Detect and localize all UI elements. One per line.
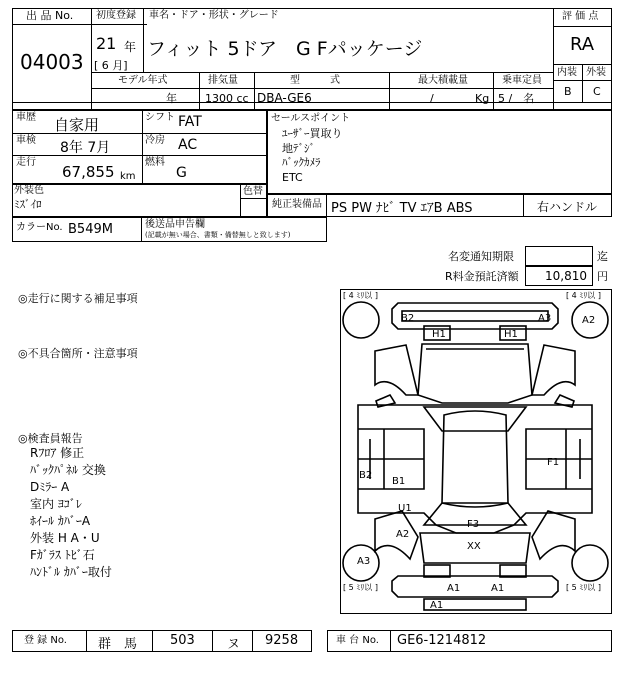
damage-mark-front-bumper-right: A3 bbox=[538, 313, 552, 324]
recycle-fee-label: R料金預託済額 bbox=[445, 270, 519, 283]
damage-mark-left-rear-fender: U1 bbox=[398, 503, 412, 514]
right-front-fender bbox=[532, 345, 575, 395]
damage-mark-left-quarter: B2 bbox=[359, 470, 373, 481]
aftermarket-note: (記載が無い場合、書類・備替無しと致します) bbox=[145, 231, 291, 239]
shift-label: シフト bbox=[145, 112, 175, 123]
front-left-tread: [ 4 ﾐﾘ以 ] bbox=[343, 291, 378, 300]
car-name-label: 車名・ドア・形状・グレード bbox=[149, 10, 279, 21]
max-load-unit: Kg bbox=[475, 92, 490, 105]
lot-number-label: 出 品 No. bbox=[26, 9, 74, 22]
rear-right-tread: [ 5 ﾐﾘ以 ] bbox=[566, 583, 601, 592]
ac-label: 冷房 bbox=[145, 135, 165, 146]
color-no-label: カラーNo. bbox=[16, 222, 63, 233]
damage-mark-left-rear-door: B1 bbox=[392, 476, 406, 487]
year-unit: 年 bbox=[124, 40, 137, 54]
sales-point-item: ETC bbox=[282, 170, 303, 184]
sales-points-list bbox=[282, 127, 343, 185]
inspector-item: 室内 ﾖｺﾞﾚ bbox=[30, 497, 82, 511]
damage-mark-rear-bumper-left: A1 bbox=[447, 583, 461, 594]
sales-point-item: ﾕｰｻﾞｰ買取り bbox=[282, 127, 343, 140]
tax-deadline-field bbox=[525, 246, 593, 266]
registration-area: 群 馬 bbox=[98, 637, 138, 652]
first-registration-year: 21 bbox=[96, 34, 117, 53]
inspector-item: 外装 H A・U bbox=[30, 531, 100, 545]
rear-bumper bbox=[392, 576, 558, 597]
damage-mark-rear-glass: F3 bbox=[467, 519, 480, 530]
fuel: G bbox=[176, 165, 187, 181]
lot-number: 04003 bbox=[20, 50, 84, 74]
score-label: 評 価 点 bbox=[562, 11, 599, 22]
aftermarket-label: 後送品申告欄 bbox=[145, 219, 205, 230]
inspector-report-label: ◎検査員報告 bbox=[18, 432, 83, 445]
left-front-fender bbox=[375, 345, 418, 395]
tax-deadline-unit: 迄 bbox=[597, 250, 608, 263]
inspection-label: 車検 bbox=[16, 135, 36, 146]
right-rear-fender bbox=[532, 511, 575, 559]
front-right-tread: [ 4 ﾐﾘ以 ] bbox=[566, 291, 601, 300]
first-registration-label: 初度登録 bbox=[96, 10, 136, 21]
registration-kana: ヌ bbox=[227, 637, 241, 652]
car-name: フィット 5ドア G Fパッケージ bbox=[147, 38, 423, 60]
model-year-unit: 年 bbox=[166, 92, 177, 105]
interior-label: 内装 bbox=[557, 67, 577, 78]
sales-point-item: ﾊﾞｯｸｶﾒﾗ bbox=[282, 156, 321, 169]
inspector-item: Fｶﾞﾗｽ ﾄﾋﾞ石 bbox=[30, 548, 95, 562]
specs-frame bbox=[12, 110, 267, 184]
capacity: 5 / 名 bbox=[498, 92, 535, 105]
shift: FAT bbox=[178, 114, 202, 130]
tax-deadline-label: 名変通知期限 bbox=[448, 250, 514, 263]
damage-mark-left-rear-lower: A2 bbox=[396, 529, 410, 540]
registration-class: 503 bbox=[170, 633, 195, 648]
equipment-label: 純正装備品 bbox=[272, 199, 322, 210]
damage-mark-right-headlight: H1 bbox=[504, 329, 518, 340]
mileage: 67,855 bbox=[62, 163, 115, 181]
sales-points-label: セールスポイント bbox=[271, 113, 351, 124]
mileage-label: 走行 bbox=[16, 157, 36, 168]
rear-right-tire bbox=[572, 545, 608, 581]
recycle-fee: 10,810 bbox=[545, 269, 587, 283]
inspector-item: Dﾐﾗｰ A bbox=[30, 480, 70, 494]
overall-score: RA bbox=[570, 34, 595, 55]
repaint-label: 色替 bbox=[243, 186, 263, 197]
chassis-number: GE6-1214812 bbox=[397, 633, 487, 648]
sales-point-item: 地ﾃﾞｼﾞ bbox=[282, 141, 315, 155]
front-left-tire bbox=[343, 302, 379, 338]
equipment-items: PS PW ﾅﾋﾞ TV ｴｱB ABS bbox=[331, 201, 473, 216]
history: 自家用 bbox=[54, 116, 100, 134]
inspection: 8年 7月 bbox=[60, 140, 111, 156]
inspector-item: ﾊﾝﾄﾞﾙ ｶﾊﾞｰ取付 bbox=[30, 565, 112, 579]
model-type: DBA-GE6 bbox=[257, 91, 312, 105]
driving-remarks-label: ◎走行に関する補足事項 bbox=[18, 292, 138, 305]
exterior-label: 外装 bbox=[586, 67, 606, 78]
damage-mark-back-panel: XX bbox=[467, 541, 481, 552]
front-bumper bbox=[392, 303, 558, 329]
registration-label: 登 録 No. bbox=[24, 635, 67, 646]
steering-position: 右ハンドル bbox=[537, 200, 598, 214]
defects-label: ◎不具合箇所・注意事項 bbox=[18, 347, 138, 360]
registration-number: 9258 bbox=[265, 633, 299, 648]
inspector-item: ﾊﾞｯｸﾊﾟﾈﾙ 交換 bbox=[30, 463, 106, 477]
displacement-label: 排気量 bbox=[208, 75, 238, 86]
type-label: 型 式 bbox=[290, 75, 340, 86]
first-registration-month: [ 6 月] bbox=[94, 59, 128, 72]
roof bbox=[442, 411, 508, 507]
damage-mark-rear-left-tire: A3 bbox=[357, 556, 371, 567]
ac: AC bbox=[178, 137, 198, 153]
max-load-label: 最大積載量 bbox=[418, 75, 468, 86]
capacity-label: 乗車定員 bbox=[502, 75, 542, 86]
inspector-item: ﾎｲｰﾙ ｶﾊﾞｰA bbox=[30, 514, 91, 528]
recycle-fee-unit: 円 bbox=[597, 270, 608, 283]
chassis-label: 車 台 No. bbox=[336, 635, 379, 646]
fuel-label: 燃料 bbox=[145, 157, 165, 168]
max-load: / bbox=[430, 92, 434, 105]
exterior-color: ﾐｽﾞｲﾛ bbox=[14, 198, 42, 211]
mileage-unit: km bbox=[120, 171, 136, 182]
inspector-item: Rﾌﾛｱ 修正 bbox=[30, 446, 85, 460]
vehicle-diagram bbox=[340, 289, 612, 614]
damage-mark-rear-bumper-right: A1 bbox=[491, 583, 505, 594]
damage-mark-right-front-door: F1 bbox=[547, 457, 560, 468]
damage-mark-front-bumper-left: B2 bbox=[401, 313, 415, 324]
rear-left-tread: [ 5 ﾐﾘ以 ] bbox=[343, 583, 378, 592]
displacement: 1300 cc bbox=[205, 92, 249, 105]
color-frame bbox=[12, 184, 267, 217]
history-label: 車歴 bbox=[16, 112, 36, 123]
model-year-label: モデル年式 bbox=[118, 75, 168, 86]
interior-grade: B bbox=[564, 85, 572, 98]
damage-mark-front-right-tire: A2 bbox=[582, 315, 596, 326]
color-no: B549M bbox=[68, 222, 113, 237]
hood bbox=[418, 344, 532, 403]
color-label: 外装色 bbox=[14, 185, 44, 196]
inspector-report-list bbox=[30, 445, 112, 581]
damage-mark-rear-skirt: A1 bbox=[430, 600, 444, 611]
exterior-grade: C bbox=[593, 85, 601, 98]
damage-mark-left-headlight: H1 bbox=[432, 329, 446, 340]
